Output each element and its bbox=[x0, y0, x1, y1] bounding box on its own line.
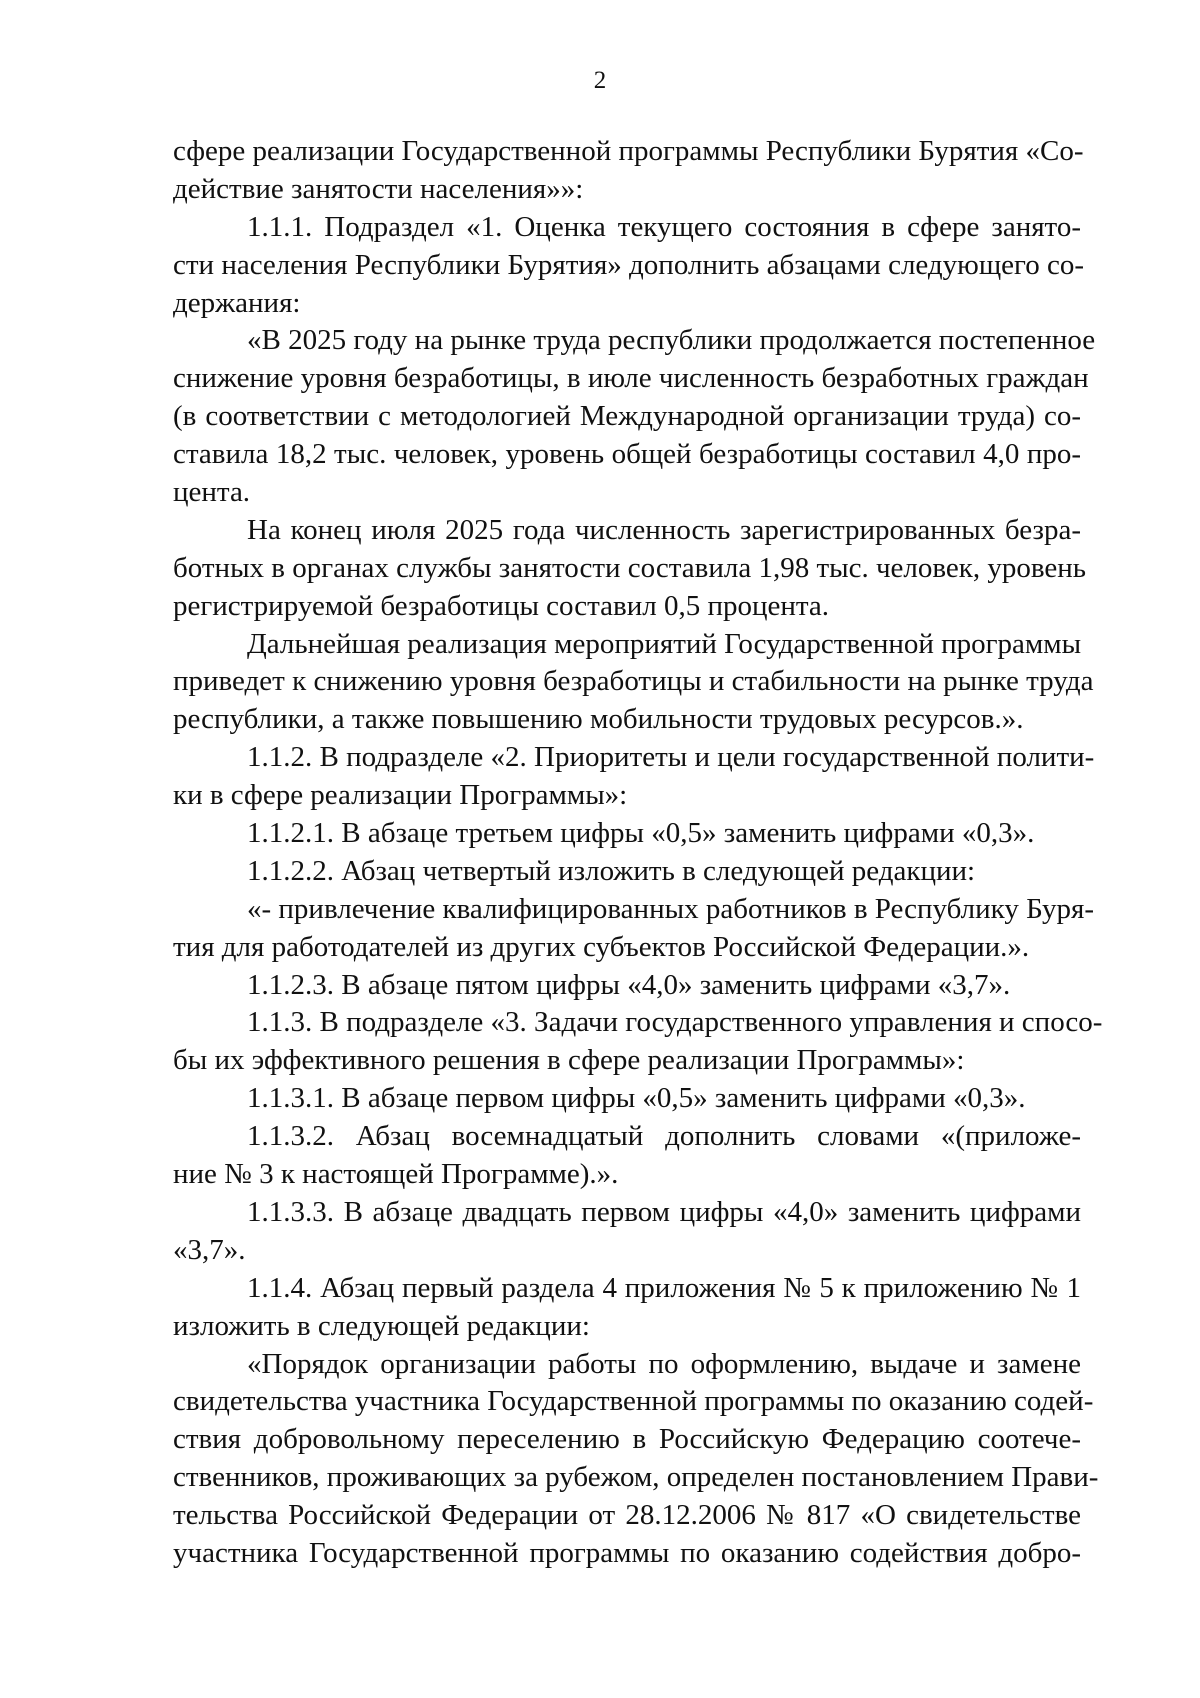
text-line: 1.1.4. Абзац первый раздела 4 приложения № 5 к приложению № 1 bbox=[247, 1271, 1081, 1304]
text-line: ственников, проживающих за рубежом, определен постановлением Прави- bbox=[173, 1461, 1099, 1494]
text-line: 1.1.3. В подразделе «3. Задачи государственного управления и спосо- bbox=[247, 1006, 1103, 1039]
text-line: «3,7». bbox=[173, 1233, 246, 1266]
text-line: республики, а также повышению мобильности трудовых ресурсов.». bbox=[173, 703, 1024, 736]
text-line: ки в сфере реализации Программы»: bbox=[173, 779, 628, 812]
text-line: цента. bbox=[173, 476, 251, 509]
text-line: (в соответствии с методологией Международной организации труда) со- bbox=[173, 400, 1081, 433]
text-line: сфере реализации Государственной программы Республики Бурятия «Со- bbox=[173, 135, 1084, 167]
text-line: На конец июля 2025 года численность зарегистрированных безра- bbox=[247, 513, 1081, 546]
text-line: ставила 18,2 тыс. человек, уровень общей безработицы составил 4,0 про- bbox=[173, 438, 1081, 471]
text-line: ботных в органах службы занятости составила 1,98 тыс. человек, уровень bbox=[173, 551, 1087, 584]
text-line: «В 2025 году на рынке труда республики продолжается постепенное bbox=[247, 324, 1096, 357]
text-line: свидетельства участника Государственной программы по оказанию содей- bbox=[173, 1385, 1094, 1418]
text-line: регистрируемой безработицы составил 0,5 процента. bbox=[173, 589, 830, 622]
text-line: 1.1.3.2. Абзац восемнадцатый дополнить словами «(приложе- bbox=[247, 1120, 1081, 1153]
text-line: 1.1.2.2. Абзац четвертый изложить в следующей редакции: bbox=[247, 854, 976, 887]
text-line: снижение уровня безработицы, в июле численность безработных граждан bbox=[173, 362, 1089, 395]
text-line: тельства Российской Федерации от 28.12.2006 № 817 «О свидетельстве bbox=[173, 1499, 1081, 1532]
text-line: 1.1.3.3. В абзаце двадцать первом цифры «4,0» заменить цифрами bbox=[247, 1195, 1081, 1228]
text-line: 1.1.2. В подразделе «2. Приоритеты и цели государственной полити- bbox=[247, 741, 1095, 774]
text-line: ствия добровольному переселению в Российскую Федерацию соотече- bbox=[173, 1423, 1081, 1456]
text-line: ние № 3 к настоящей Программе).». bbox=[173, 1158, 619, 1191]
text-line: 1.1.2.3. В абзаце пятом цифры «4,0» заменить цифрами «3,7». bbox=[247, 968, 1011, 1001]
text-line: сти населения Республики Бурятия» дополнить абзацами следующего со- bbox=[173, 248, 1084, 281]
text-line: бы их эффективного решения в сфере реализации Программы»: bbox=[173, 1044, 965, 1077]
text-line: участника Государственной программы по оказанию содействия добро- bbox=[173, 1536, 1081, 1569]
text-line: 1.1.1. Подраздел «1. Оценка текущего состояния в сфере занято- bbox=[247, 210, 1081, 243]
text-line: Дальнейшая реализация мероприятий Государственной программы bbox=[247, 627, 1082, 660]
text-line: держания: bbox=[173, 286, 301, 319]
text-line: приведет к снижению уровня безработицы и стабильности на рынке труда bbox=[173, 665, 1094, 698]
text-line: изложить в следующей редакции: bbox=[173, 1309, 590, 1342]
text-line: 1.1.2.1. В абзаце третьем цифры «0,5» заменить цифрами «0,3». bbox=[247, 817, 1035, 850]
text-line: действие занятости населения»»: bbox=[173, 172, 584, 205]
text-line: тия для работодателей из других субъектов Российской Федерации.». bbox=[173, 930, 1030, 963]
document-body bbox=[173, 133, 1103, 1573]
page-number: 2 bbox=[593, 67, 607, 94]
text-line: «Порядок организации работы по оформлению, выдаче и замене bbox=[247, 1347, 1081, 1380]
text-line: 1.1.3.1. В абзаце первом цифры «0,5» заменить цифрами «0,3». bbox=[247, 1082, 1026, 1115]
text-line: «- привлечение квалифицированных работников в Республику Буря- bbox=[247, 892, 1095, 925]
